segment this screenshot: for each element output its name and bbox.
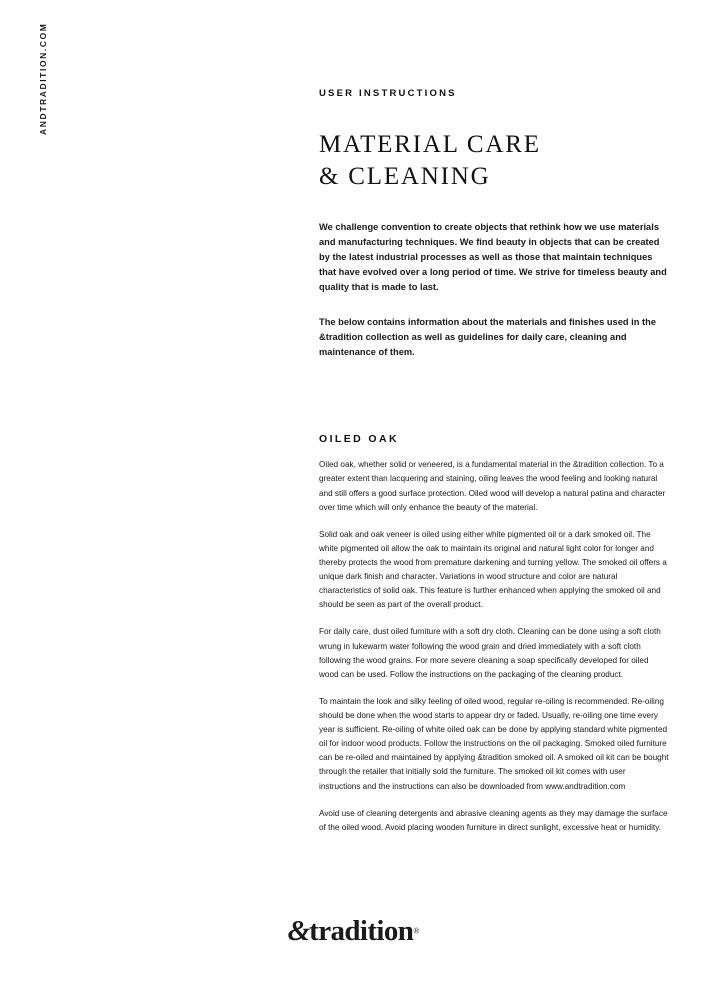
page-title-line-2: & CLEANING [319, 163, 491, 190]
registered-trademark-icon: ® [413, 926, 420, 936]
page-title-line-1: MATERIAL CARE [319, 131, 541, 158]
logo-wordmark: tradition [309, 915, 414, 947]
section-paragraph: To maintain the look and silky feeling of oiled wood, regular re-oiling is recommended. Re-oiling should be done when the wood starts to appear dry or faded. Usually, re-oiling one time every year is sufficient. Re-oiling of white oiled oak can be done by applying standard white pigmented oil for indoor wood products. Follow the instructions on the oil packaging. Smoked oiled furniture can be re-oiled and maintained by applying &tradition smoked oil. A smoked oil kit can be bought through the retailer that initially sold the furniture. The smoked oil kit comes with user instructions and the instructions can also be downloaded from www.andtradition.com [319, 696, 669, 791]
brand-logo [0, 915, 707, 948]
page-title [319, 129, 669, 193]
section-paragraph: Avoid use of cleaning detergents and abrasive cleaning agents as they may damage the surface of the oiled wood. Avoid placing wooden furniture in direct sunlight, excessive heat or humidity. [319, 808, 668, 832]
intro-paragraph-2: The below contains information about the materials and finishes used in the &tradition collection as well as guidelines for daily care, cleaning and maintenance of them. [319, 317, 657, 358]
section-paragraph: Solid oak and oak veneer is oiled using either white pigmented oil or a dark smoked oil. The white pigmented oil allow the oak to maintain its original and natural light color for longer and thereby protects the wood from premature darkening and turning yellow. The smoked oil offers a unique dark finish and character. Variations in wood structure and color are natural characteristics of solid oak. This feature is further enhanced when applying the smoked oil and should be seen as part of the overall product. [319, 529, 667, 610]
logo-ampersand: & [287, 915, 310, 947]
section-heading-oiled-oak: OILED OAK [319, 433, 399, 446]
vertical-website-label: ANDTRADITION.COM [38, 22, 48, 135]
section-paragraph: For daily care, dust oiled furniture with a soft dry cloth. Cleaning can be done using a soft cloth wrung in lukewarm water following the wood grain and dried immediately with a soft cloth following the wood grains. For more severe cleaning a soap specifically developed for oiled wood can be used. Follow the instructions on the packaging of the cleaning product. [319, 627, 661, 679]
section-paragraph: Oiled oak, whether solid or veneered, is a fundamental material in the &tradition collection. To a greater extent than lacquering and staining, oiling leaves the wood feeling and looking natural and still offers a good surface protection. Oiled wood will develop a natural patina and character over time which will only enhance the beauty of the material. [319, 460, 666, 512]
intro-paragraph-1: We challenge convention to create objects that rethink how we use materials and manufacturing techniques. We find beauty in objects that can be created by the latest industrial processes as well as those that maintain techniques that have evolved over a long period of time. We strive for timeless beauty and quality that is made to last. [319, 222, 667, 293]
eyebrow-heading: USER INSTRUCTIONS [319, 88, 457, 99]
document-content [319, 0, 669, 1000]
